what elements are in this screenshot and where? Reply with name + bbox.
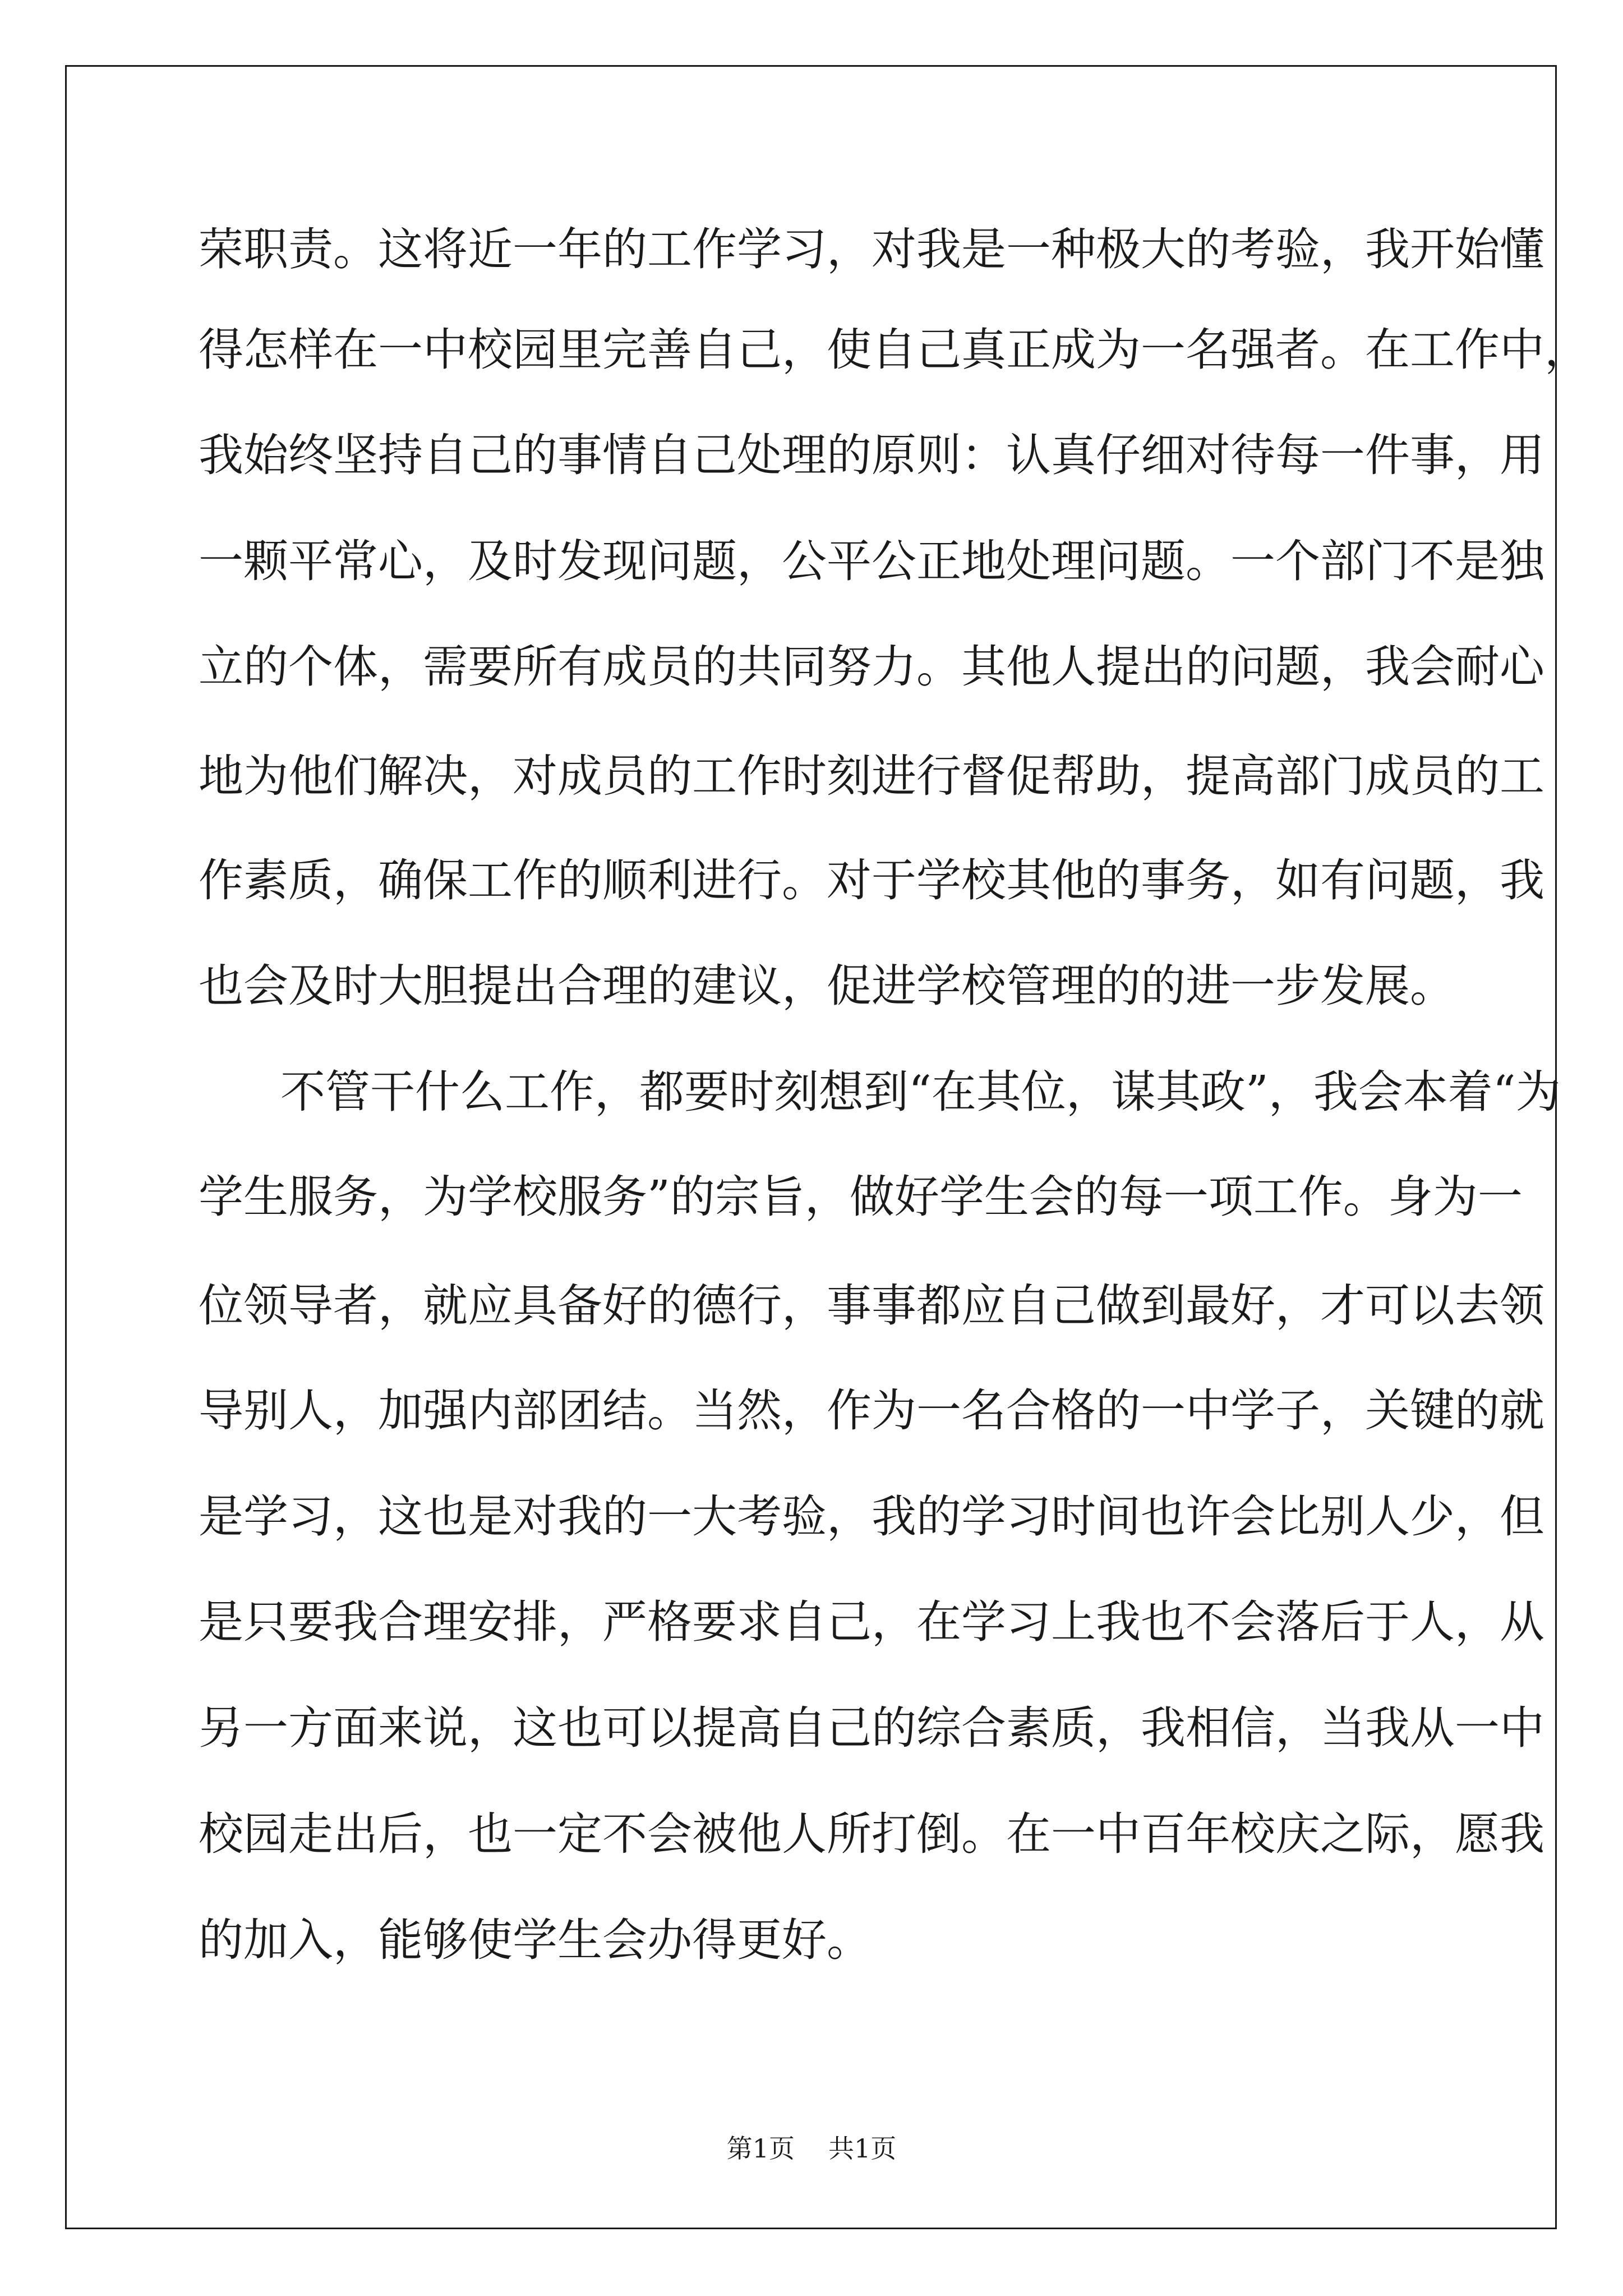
body-line: 作素质，确保工作的顺利进行。对于学校其他的事务，如有问题，我 [199,854,1544,907]
page-footer [0,2132,1623,2165]
body-line: 我始终坚持自己的事情自己处理的原则：认真仔细对待每一件事，用 [199,429,1544,481]
body-line: 的加入，能够使学生会办得更好。 [199,1914,872,1966]
page-number: 第1页 [726,2133,795,2164]
body-line: 导别人，加强内部团结。当然，作为一名合格的一中学子，关键的就 [199,1384,1544,1437]
body-line: 地为他们解决，对成员的工作时刻进行督促帮助，提高部门成员的工 [199,750,1544,802]
body-line-indented: 不管干什么工作，都要时刻想到“在其位，谋其政”，我会本着“为 [280,1066,1561,1118]
body-line: 是学习，这也是对我的一大考验，我的学习时间也许会比别人少，但 [199,1490,1544,1543]
body-line: 另一方面来说，这也可以提高自己的综合素质，我相信，当我从一中 [199,1702,1544,1754]
page-total: 共1页 [828,2133,897,2164]
body-line: 是只要我合理安排，严格要求自己，在学习上我也不会落后于人，从 [199,1596,1544,1648]
page-border [65,65,1557,2229]
body-line: 立的个体，需要所有成员的共同努力。其他人提出的问题，我会耐心 [199,641,1544,693]
body-line: 得怎样在一中校园里完善自己，使自己真正成为一名强者。在工作中， [199,324,1589,376]
body-line: 也会及时大胆提出合理的建议，促进学校管理的的进一步发展。 [199,960,1455,1012]
body-line: 一颗平常心，及时发现问题，公平公正地处理问题。一个部门不是独 [199,535,1544,587]
body-line: 校园走出后，也一定不会被他人所打倒。在一中百年校庆之际，愿我 [199,1808,1544,1860]
body-line: 荣职责。这将近一年的工作学习，对我是一种极大的考验，我开始懂 [199,223,1544,275]
body-line: 位领导者，就应具备好的德行，事事都应自己做到最好，才可以去领 [199,1280,1544,1332]
body-line: 学生服务，为学校服务”的宗旨，做好学生会的每一项工作。身为一 [199,1171,1523,1223]
